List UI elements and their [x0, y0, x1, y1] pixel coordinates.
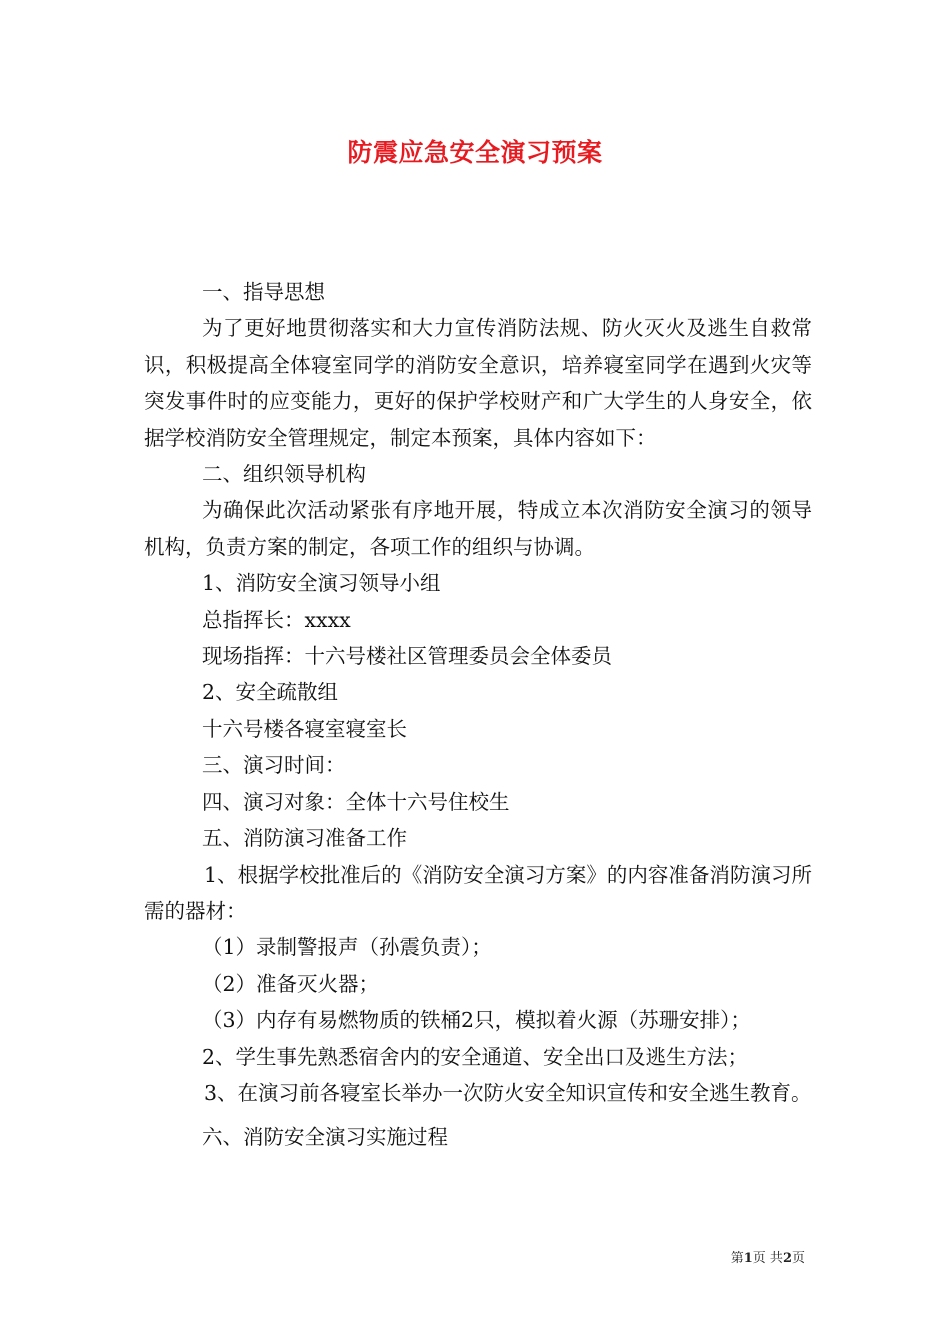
- section-heading-organization: 二、组织领导机构: [202, 462, 366, 487]
- section-heading-drill-time: 三、演习时间：: [202, 753, 346, 778]
- list-item-evacuation-group: 2、安全疏散组: [202, 680, 339, 705]
- list-item-dorm-leaders: 十六号楼各寝室寝室长: [202, 716, 407, 741]
- footer-middle: 页 共: [752, 1251, 783, 1266]
- document-body: [144, 274, 812, 1156]
- list-item-site-command: 现场指挥：十六号楼社区管理委员会全体委员: [202, 644, 612, 669]
- page-footer: [731, 1247, 805, 1266]
- list-item-safety-education: 3、在演习前各寝室长举办一次防火安全知识宣传和安全逃生教育。: [204, 1080, 812, 1105]
- footer-total-pages: 2: [782, 1251, 792, 1266]
- section-heading-preparation: 五、消防演习准备工作: [202, 826, 407, 851]
- list-item-leadership-group: 1、消防安全演习领导小组: [202, 571, 441, 596]
- list-item-escape-routes: 2、学生事先熟悉宿舍内的安全通道、安全出口及逃生方法；: [202, 1044, 749, 1069]
- footer-suffix: 页: [791, 1251, 805, 1266]
- section-heading-drill-target: 四、演习对象：全体十六号住校生: [202, 789, 510, 814]
- section-heading-drill-process: 六、消防安全演习实施过程: [202, 1125, 448, 1150]
- footer-page-number: 1: [743, 1251, 753, 1266]
- paragraph-organization: 为确保此次活动紧张有序地开展，特成立本次消防安全演习的领导机构，负责方案的制定，各项工作的组织与协调。: [144, 498, 812, 559]
- section-heading-guiding-ideology: 一、指导思想: [202, 280, 325, 304]
- list-item-commander: 总指挥长：xxxx: [202, 607, 351, 632]
- list-item-fire-source: （3）内存有易燃物质的铁桶2只，模拟着火源（苏珊安排）；: [202, 1008, 751, 1033]
- list-item-alarm: （1）录制警报声（孙震负责）；: [202, 935, 492, 960]
- document-title: 防震应急安全演习预案: [347, 138, 603, 167]
- paragraph-equipment: 1、根据学校批准后的《消防安全演习方案》的内容准备消防演习所需的器材：: [144, 862, 812, 923]
- footer-prefix: 第: [730, 1251, 744, 1266]
- paragraph-guiding-ideology: 为了更好地贯彻落实和大力宣传消防法规、防火灭火及逃生自救常识，积极提高全体寝室同学的消防安全意识，培养寝室同学在遇到火灾等突发事件时的应变能力，更好的保护学校财产和广大学生的人身安全，依据学校消防安全管理规定，制定本预案，具体内容如下：: [144, 316, 812, 450]
- list-item-extinguisher: （2）准备灭火器；: [202, 971, 380, 996]
